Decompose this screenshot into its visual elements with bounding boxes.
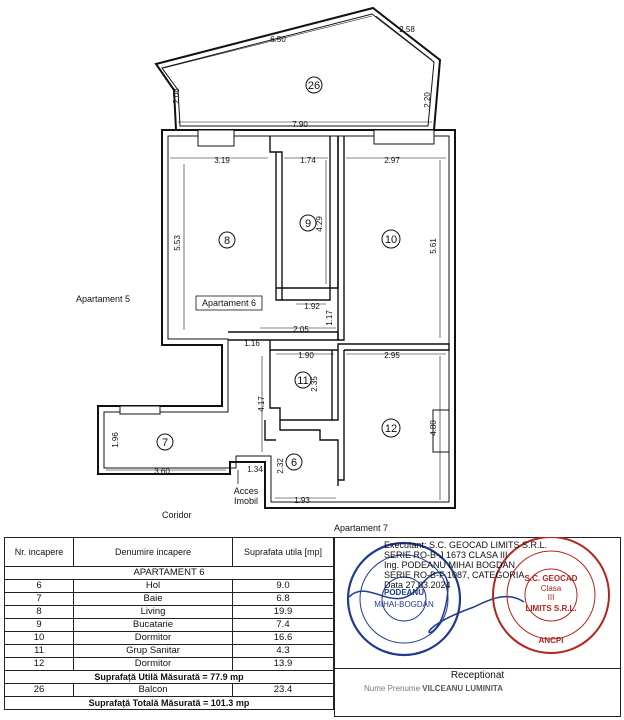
dim-label: 4.29 bbox=[315, 216, 324, 232]
cell-area: 23.4 bbox=[233, 684, 334, 697]
col-header-name: Denumire incapere bbox=[74, 538, 233, 567]
cell-area: 16.6 bbox=[233, 632, 334, 645]
room-number: 26 bbox=[307, 80, 321, 92]
cell-area: 9.0 bbox=[233, 580, 334, 593]
dim-label: 2.35 bbox=[310, 376, 319, 392]
table-row bbox=[5, 645, 334, 658]
cell-nr: 12 bbox=[5, 658, 74, 671]
table-row bbox=[5, 684, 334, 697]
dim-label: 5.61 bbox=[429, 238, 438, 254]
cell-name: Dormitor bbox=[74, 632, 233, 645]
total-row bbox=[5, 697, 334, 710]
cell-nr: 6 bbox=[5, 580, 74, 593]
exec-line: Ing. PODEANU MIHAI BOGDAN bbox=[384, 560, 516, 570]
cell-nr: 8 bbox=[5, 606, 74, 619]
dim-label: 2.32 bbox=[276, 458, 285, 474]
cell-area: 7.4 bbox=[233, 619, 334, 632]
dim-label: 1.93 bbox=[294, 496, 310, 505]
room-number: 12 bbox=[384, 423, 398, 435]
cell-area: 6.8 bbox=[233, 593, 334, 606]
dim-label: 2.08 bbox=[172, 88, 181, 104]
dim-label: 1.96 bbox=[111, 432, 120, 448]
room-number: 6 bbox=[290, 457, 298, 469]
label-apartament-5: Apartament 5 bbox=[76, 294, 131, 304]
cell-nr: 7 bbox=[5, 593, 74, 606]
room-number: 9 bbox=[304, 218, 312, 230]
label-acces: Acces bbox=[233, 486, 259, 496]
cell-name: Grup Sanitar bbox=[74, 645, 233, 658]
executant-info bbox=[384, 540, 554, 590]
dim-label: 1.17 bbox=[325, 310, 334, 326]
exec-line: Data 27.03.2024 bbox=[384, 580, 451, 590]
table-row bbox=[5, 632, 334, 645]
label-coridor: Coridor bbox=[162, 510, 192, 520]
cell-area: 4.3 bbox=[233, 645, 334, 658]
total-util-row bbox=[5, 671, 334, 684]
total-util: Suprafață Utilă Măsurată = 77.9 mp bbox=[5, 671, 334, 684]
dim-label: 7.90 bbox=[292, 120, 308, 129]
col-header-area: Suprafata utila [mp] bbox=[233, 538, 334, 567]
room-number: 10 bbox=[384, 234, 398, 246]
dim-label: 4.80 bbox=[429, 420, 438, 436]
stamp-name: PODEANU bbox=[383, 588, 425, 597]
cell-nr: 26 bbox=[5, 684, 74, 697]
exec-line: SERIE RO-B-J 1673 CLASA III bbox=[384, 550, 508, 560]
table-row bbox=[5, 619, 334, 632]
balcony-outline bbox=[156, 8, 440, 130]
red-stamp-iii: III bbox=[547, 593, 555, 602]
cell-name: Balcon bbox=[74, 684, 233, 697]
col-header-nr: Nr. incapere bbox=[5, 538, 74, 567]
dim-label: 3.19 bbox=[214, 156, 230, 165]
table-row bbox=[5, 606, 334, 619]
dim-label: 1.90 bbox=[298, 351, 314, 360]
receptionat-name: VILCEANU LUMINITA bbox=[422, 684, 503, 693]
name-prefix: Nume Prenume bbox=[364, 684, 421, 693]
cell-name: Living bbox=[74, 606, 233, 619]
exec-line: SERIE RO-B-F 1087, CATEGORIA bbox=[384, 570, 525, 580]
cell-name: Dormitor bbox=[74, 658, 233, 671]
label-imobil: Imobil bbox=[233, 496, 259, 506]
cell-nr: 10 bbox=[5, 632, 74, 645]
table-row bbox=[5, 593, 334, 606]
dim-label: 5.53 bbox=[173, 235, 182, 251]
room-number: 7 bbox=[161, 437, 169, 449]
red-stamp-clasa: Clasa bbox=[540, 584, 562, 593]
section-title: APARTAMENT 6 bbox=[5, 567, 334, 580]
red-stamp-ancpi: ANCPI bbox=[538, 636, 564, 645]
exec-line: Executant: S.C. GEOCAD LIMITS S.R.L. bbox=[384, 540, 548, 550]
dim-label: 2.95 bbox=[384, 351, 400, 360]
table-row bbox=[5, 580, 334, 593]
red-stamp-line2: LIMITS S.R.L. bbox=[525, 604, 577, 613]
room-number: 11 bbox=[297, 375, 309, 387]
interior-walls bbox=[228, 136, 449, 486]
table-header-row bbox=[5, 538, 334, 567]
cell-nr: 9 bbox=[5, 619, 74, 632]
room-number: 8 bbox=[223, 235, 231, 247]
receptionat-title: Receptionat bbox=[334, 668, 621, 681]
label-apartament-7: Apartament 7 bbox=[334, 523, 389, 533]
cell-nr: 11 bbox=[5, 645, 74, 658]
cell-name: Bucatarie bbox=[74, 619, 233, 632]
stamp-firstname: MIHAI-BOGDAN bbox=[374, 600, 434, 609]
cell-area: 19.9 bbox=[233, 606, 334, 619]
dim-label: 2.05 bbox=[293, 325, 309, 334]
dim-label: 4.17 bbox=[257, 396, 266, 412]
dim-label: 1.34 bbox=[247, 465, 263, 474]
cell-name: Hol bbox=[74, 580, 233, 593]
dim-label: 6.50 bbox=[270, 35, 286, 44]
dim-label: 1.74 bbox=[300, 156, 316, 165]
dim-label: 1.16 bbox=[244, 339, 260, 348]
dim-label: 2.97 bbox=[384, 156, 400, 165]
dim-label: 1.92 bbox=[304, 302, 320, 311]
room-schedule-table bbox=[4, 537, 334, 710]
dim-label: 3.60 bbox=[154, 467, 170, 476]
red-stamp-line1: S.C. GEOCAD bbox=[524, 574, 578, 583]
label-apartament-6: Apartament 6 bbox=[201, 298, 257, 308]
receptionat-name-line bbox=[364, 684, 594, 693]
table-row bbox=[5, 658, 334, 671]
dim-label: 2.58 bbox=[399, 25, 415, 34]
total-total: Suprafață Totală Măsurată = 101.3 mp bbox=[5, 697, 334, 710]
section-row bbox=[5, 567, 334, 580]
cell-area: 13.9 bbox=[233, 658, 334, 671]
dim-label: 2.20 bbox=[423, 92, 432, 108]
cell-name: Baie bbox=[74, 593, 233, 606]
